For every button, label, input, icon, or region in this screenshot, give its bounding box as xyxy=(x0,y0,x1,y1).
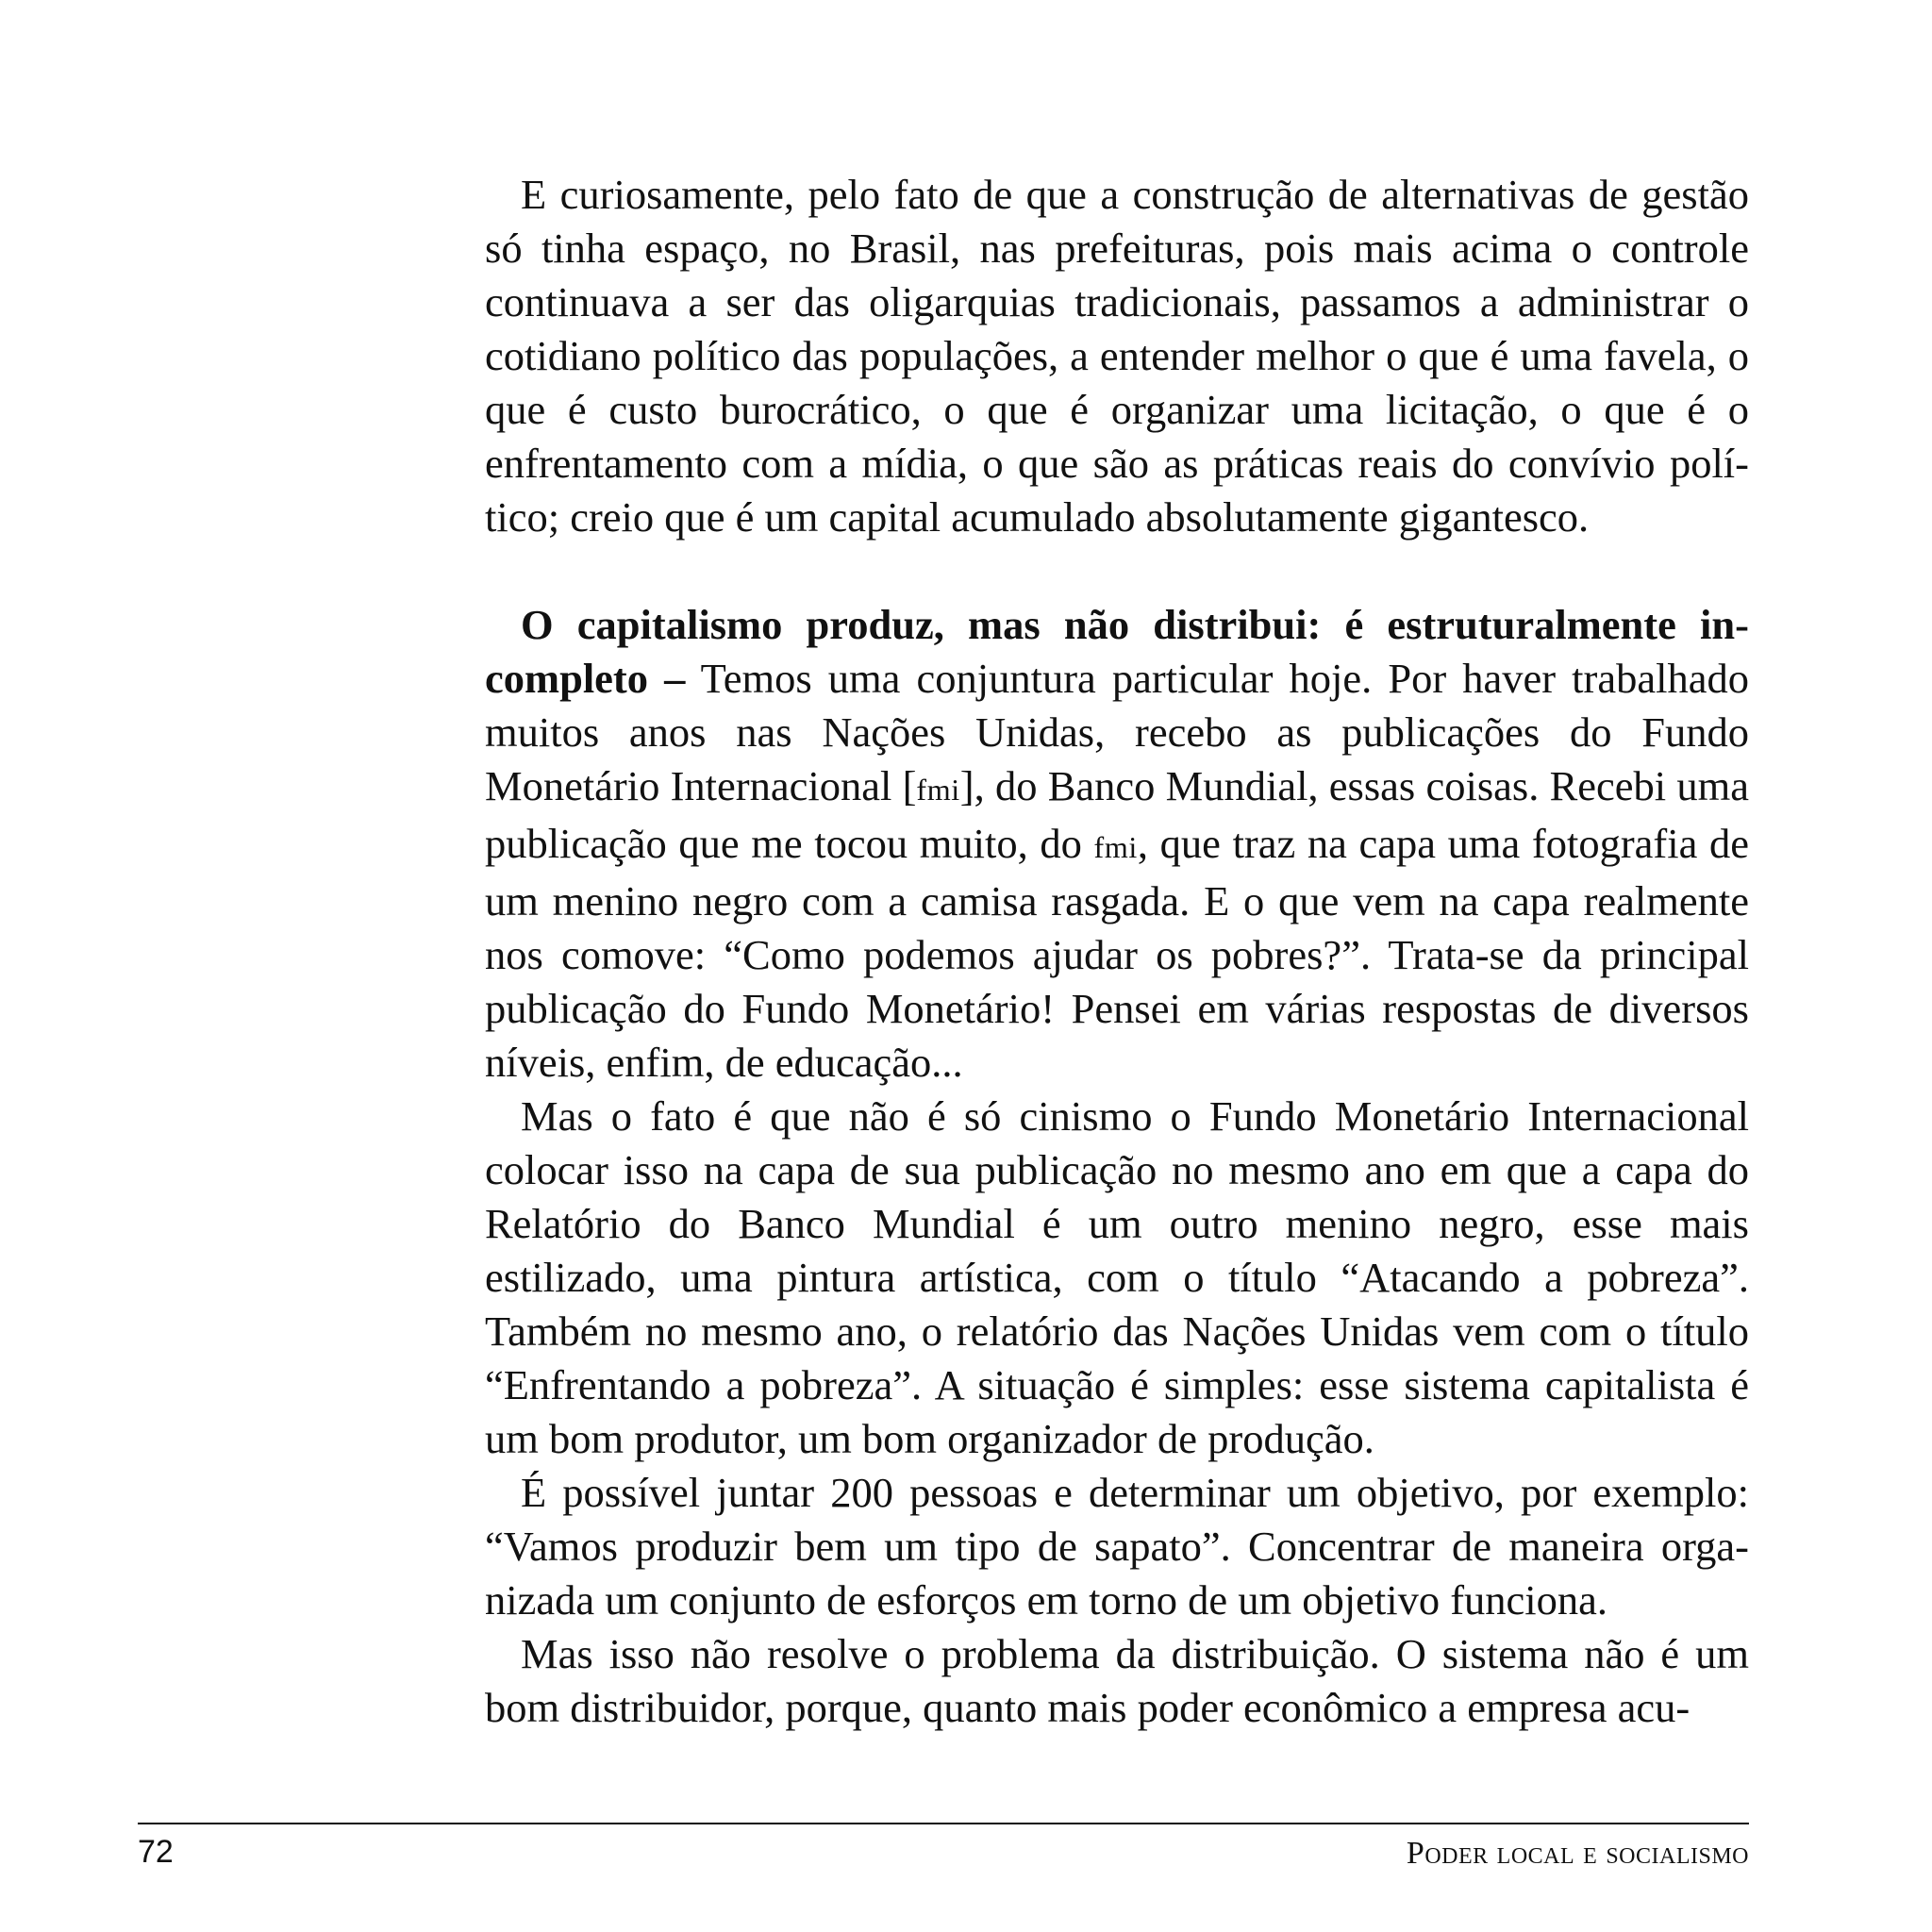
paragraph-text: ], do Banco Mundial, essas coisas. Recebi uma publicação que me tocou muito, do xyxy=(485,762,1749,867)
paragraph: Mas isso não resolve o problema da distribuição. O sistema não é um bom distribuidor, porque, quanto mais poder econômico a empresa acu- xyxy=(485,1630,1749,1731)
section-paragraph xyxy=(485,598,1749,1090)
paragraph-text: Temos uma conjuntura particular hoje. Por haver trabalhado muitos anos nas Nações Unidas, recebo as publicações do Fundo Monetário Internacional [ xyxy=(485,655,1749,809)
main-text xyxy=(485,168,1749,1735)
fmi-abbreviation: fmi xyxy=(1093,830,1138,864)
page-number: 72 xyxy=(138,1834,174,1870)
paragraph: E curiosamente, pelo fato de que a construção de alternativas de gestão só tinha espaço, no Brasil, nas prefeituras, pois mais acima o controle continuava a ser das oligarquias tradicionais, passamos a administrar o cotidiano político das populações, a entender melhor o que é uma favela, o que é custo burocrático, o que é organizar uma licitação, o que é o enfrentamento com a mídia, o que são as práticas reais do convívio político; creio que é um capital acumulado absolutamente gigantesco. xyxy=(485,171,1749,541)
paragraph-text: , que traz na capa uma fotografia de um menino negro com a camisa rasgada. E o que vem na capa realmente nos comove: “Como podemos ajudar os pobres?”. Trata-se da principal publicação do Fundo Monetário! Pensei em várias respostas de diversos níveis, enfim, de educação... xyxy=(485,820,1749,1086)
running-title: Poder local e socialismo xyxy=(1406,1836,1749,1871)
footer-rule xyxy=(138,1823,1749,1824)
section-heading: O capitalismo produz, mas não distribui: é estruturalmente incompleto – xyxy=(485,601,1749,702)
paragraph: Mas o fato é que não é só cinismo o Fundo Monetário Internacional colocar isso na capa de sua publicação no mesmo ano em que a capa do Relatório do Banco Mundial é um outro menino negro, esse mais estilizado, uma pintura artística, com o título “Atacando a pobreza”. Também no mesmo ano, o relatório das Nações Unidas vem com o título “Enfrentando a pobreza”. A situação é simples: esse sistema capitalista é um bom produtor, um bom organizador de produção. xyxy=(485,1092,1749,1462)
paragraph: É possível juntar 200 pessoas e determinar um objetivo, por exemplo: “Vamos produzir bem um tipo de sapato”. Concentrar de maneira organizada um conjunto de esforços em torno de um objetivo funciona. xyxy=(485,1469,1749,1624)
fmi-abbreviation: fmi xyxy=(916,773,960,807)
